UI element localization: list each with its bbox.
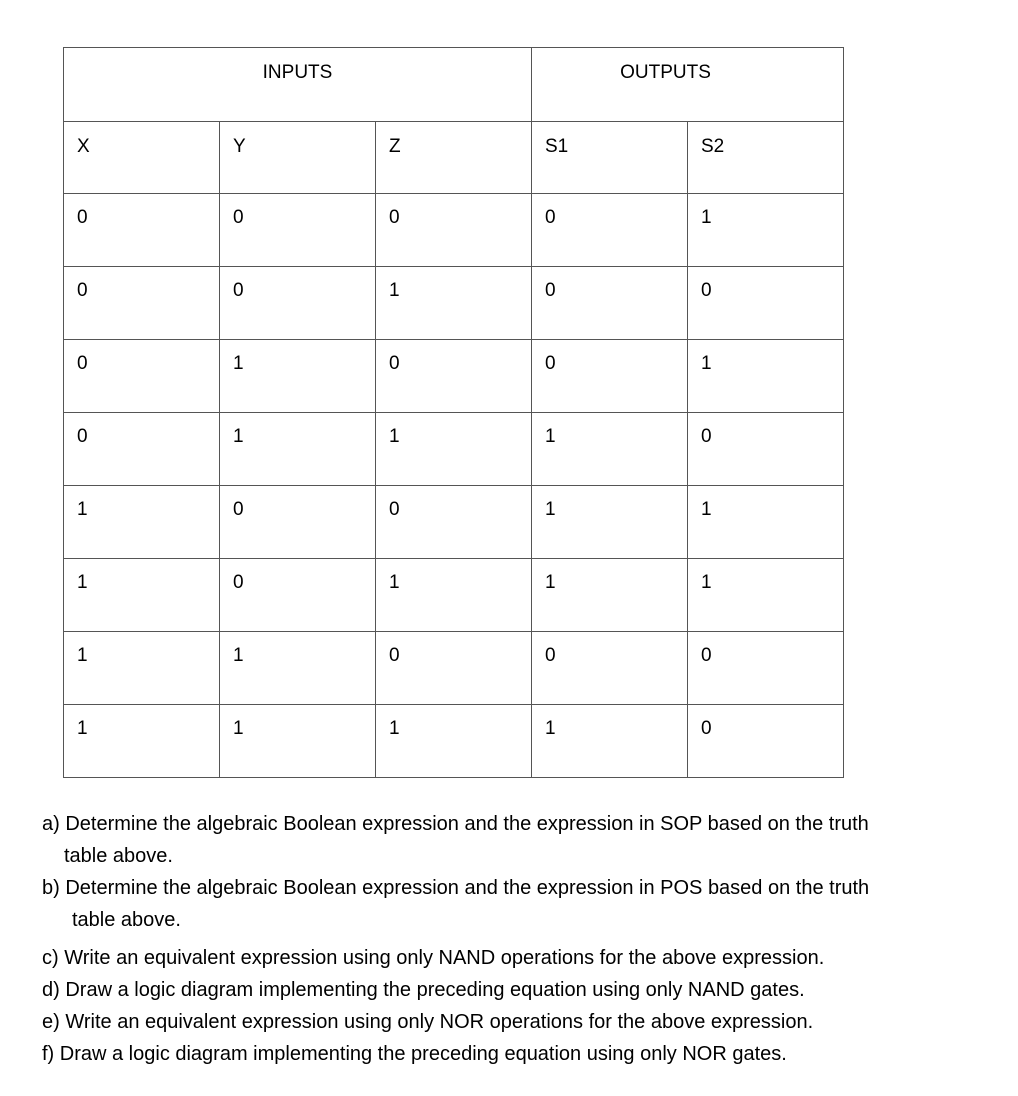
table-cell: 1 [64, 632, 220, 705]
table-cell: 0 [376, 194, 532, 267]
table-cell: 0 [220, 194, 376, 267]
table-cell: 1 [688, 194, 844, 267]
question-a [42, 808, 1002, 872]
question-b-line-1: b) Determine the algebraic Boolean expression and the expression in POS based on the truth [42, 877, 870, 899]
table-cell: 1 [376, 267, 532, 340]
table-row [64, 705, 844, 778]
table-cell: 0 [64, 267, 220, 340]
column-header-row [64, 122, 844, 194]
table-cell: 0 [532, 267, 688, 340]
table-cell: 1 [376, 413, 532, 486]
table-cell: 0 [688, 413, 844, 486]
table-cell: 0 [532, 632, 688, 705]
question-b-line-2: table above. [72, 909, 181, 931]
table-cell: 0 [688, 632, 844, 705]
table-cell: 1 [532, 559, 688, 632]
table-cell: 1 [64, 705, 220, 778]
table-row [64, 559, 844, 632]
question-a-line-2: table above. [64, 845, 173, 867]
table-cell: 1 [220, 413, 376, 486]
table-cell: 0 [688, 705, 844, 778]
column-header-s2: S2 [688, 122, 844, 194]
column-header-z: Z [376, 122, 532, 194]
table-cell: 1 [532, 705, 688, 778]
table-row [64, 267, 844, 340]
table-cell: 0 [376, 486, 532, 559]
question-b [42, 872, 1002, 936]
question-list [42, 808, 1002, 1070]
table-cell: 0 [220, 267, 376, 340]
table-cell: 1 [220, 705, 376, 778]
truth-table [63, 47, 844, 778]
question-d: d) Draw a logic diagram implementing the preceding equation using only NAND gates. [42, 979, 805, 1001]
table-cell: 1 [64, 486, 220, 559]
table-cell: 0 [376, 340, 532, 413]
column-header-y: Y [220, 122, 376, 194]
table-cell: 1 [532, 486, 688, 559]
table-cell: 1 [220, 632, 376, 705]
table-row [64, 194, 844, 267]
table-cell: 1 [220, 340, 376, 413]
table-cell: 1 [532, 413, 688, 486]
table-row [64, 413, 844, 486]
group-header-row [64, 48, 844, 122]
table-cell: 1 [376, 705, 532, 778]
question-c: c) Write an equivalent expression using only NAND operations for the above expression. [42, 947, 825, 969]
table-cell: 0 [376, 632, 532, 705]
table-cell: 0 [64, 413, 220, 486]
table-cell: 0 [64, 340, 220, 413]
outputs-group-header: OUTPUTS [532, 48, 844, 122]
table-cell: 0 [688, 267, 844, 340]
inputs-group-header: INPUTS [64, 48, 532, 122]
table-cell: 1 [688, 559, 844, 632]
table-row [64, 486, 844, 559]
question-a-line-1: a) Determine the algebraic Boolean expression and the expression in SOP based on the truth [42, 813, 869, 835]
table-cell: 1 [688, 340, 844, 413]
column-header-x: X [64, 122, 220, 194]
table-cell: 1 [688, 486, 844, 559]
table-cell: 0 [532, 340, 688, 413]
question-e: e) Write an equivalent expression using only NOR operations for the above expression. [42, 1011, 814, 1033]
table-cell: 1 [376, 559, 532, 632]
column-header-s1: S1 [532, 122, 688, 194]
table-cell: 0 [64, 194, 220, 267]
table-cell: 1 [64, 559, 220, 632]
question-f: f) Draw a logic diagram implementing the preceding equation using only NOR gates. [42, 1043, 787, 1065]
table-cell: 0 [532, 194, 688, 267]
table-cell: 0 [220, 559, 376, 632]
table-row [64, 340, 844, 413]
table-row [64, 632, 844, 705]
table-cell: 0 [220, 486, 376, 559]
